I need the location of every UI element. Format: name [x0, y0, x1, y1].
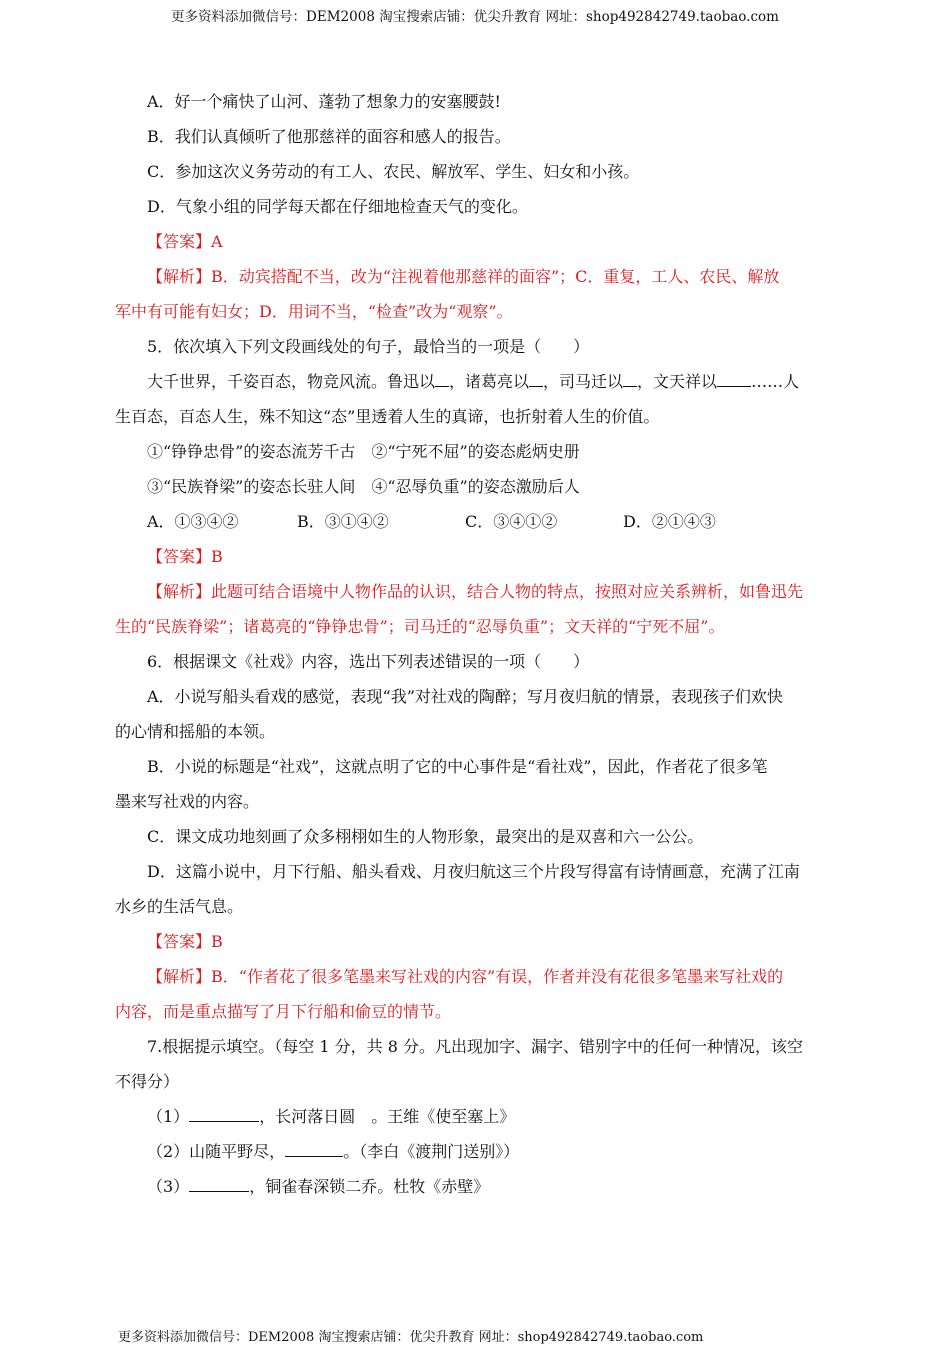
- q7-item-3-prefix: （3）: [147, 1177, 190, 1196]
- q4-answer: 【答案】A: [147, 232, 223, 251]
- q5-sentences-1: ①“铮铮忠骨”的姿态流芳千古 ②“宁死不屈”的姿态彪炳史册: [147, 442, 580, 461]
- q7-item-2-prefix: （2）山随平野尽，: [147, 1142, 286, 1161]
- q5-passage-seg-5: ……人: [751, 372, 800, 391]
- q6-option-d-line-2: 水乡的生活气息。: [115, 897, 244, 916]
- q5-passage-line-2: 生百态，百态人生，殊不知这“态”里透着人生的真谛，也折射着人生的价值。: [115, 407, 660, 426]
- q7-item-2: [115, 1134, 835, 1169]
- q4-option-a: A．好一个痛快了山河、蓬勃了想象力的安塞腰鼓!: [147, 92, 501, 111]
- document-body: [115, 84, 835, 1204]
- q5-analysis-line-2: 生的“民族脊梁”；诸葛亮的“铮铮忠骨”；司马迁的“忍辱负重”；文天祥的“宁死不屈”。: [115, 617, 725, 636]
- q7-stem-line-1: 7.根据提示填空。（每空 1 分，共 8 分。凡出现加字、漏字、错别字中的任何一种情况，该空: [147, 1037, 803, 1056]
- q5-option-c: C．③④①②: [465, 512, 558, 531]
- q4-option-b: B．我们认真倾听了他那慈祥的面容和感人的报告。: [147, 127, 511, 146]
- q4-analysis-line-2: 军中有可能有妇女；D．用词不当，“检查”改为“观察”。: [115, 302, 513, 321]
- q7-item-2-text: 。（李白《渡荆门送别》）: [343, 1142, 520, 1161]
- q7-blank-2: [285, 1138, 343, 1157]
- q5-passage-seg-3: ，司马迁以: [543, 372, 624, 391]
- blank-2: [529, 368, 543, 387]
- q5-passage-line-1: [115, 364, 835, 399]
- q6-analysis-line-2: 内容，而是重点描写了月下行船和偷豆的情节。: [115, 1002, 452, 1021]
- q6-stem: 6．根据课文《社戏》内容，选出下列表述错误的一项（ ）: [147, 652, 590, 671]
- q6-option-b-line-2: 墨来写社戏的内容。: [115, 792, 260, 811]
- q7-stem-line-2: 不得分）: [115, 1072, 180, 1091]
- q5-options: [115, 504, 835, 539]
- q7-blank-3: [189, 1173, 249, 1192]
- q5-passage-seg-4: ，文天祥以: [637, 372, 718, 391]
- page-footer: 更多资料添加微信号：DEM2008 淘宝搜索店铺：优尖升教育 网址：shop492842749.taobao.com: [118, 1330, 704, 1345]
- q7-item-1-text: ，长河落日圆 。王维《使至塞上》: [259, 1107, 516, 1126]
- q7-item-1: [115, 1099, 835, 1134]
- q5-passage-seg-2: ，诸葛亮以: [449, 372, 530, 391]
- q4-option-c: C．参加这次义务劳动的有工人、农民、解放军、学生、妇女和小孩。: [147, 162, 640, 181]
- q6-answer: 【答案】B: [147, 932, 223, 951]
- blank-1: [435, 368, 449, 387]
- q5-answer: 【答案】B: [147, 547, 223, 566]
- q6-option-c: C．课文成功地刻画了众多栩栩如生的人物形象，最突出的是双喜和六一公公。: [147, 827, 704, 846]
- q7-item-3-text: ，铜雀春深锁二乔。杜牧《赤壁》: [249, 1177, 490, 1196]
- q6-option-d-line-1: D．这篇小说中，月下行船、船头看戏、月夜归航这三个片段写得富有诗情画意，充满了江南: [147, 862, 800, 881]
- q7-item-3: [115, 1169, 835, 1204]
- blank-4: [717, 368, 751, 387]
- q5-option-d: D．②①④③: [623, 512, 716, 531]
- page-header: 更多资料添加微信号：DEM2008 淘宝搜索店铺：优尖升教育 网址：shop492842749.taobao.com: [171, 9, 779, 25]
- q5-option-a: A．①③④②: [147, 512, 239, 531]
- q5-option-b: B．③①④②: [297, 512, 389, 531]
- blank-3: [623, 368, 637, 387]
- q5-passage-seg-1: 大千世界，千姿百态，物竞风流。鲁迅以: [147, 372, 436, 391]
- q5-stem: 5．依次填入下列文段画线处的句子，最恰当的一项是（ ）: [147, 337, 590, 356]
- q6-option-a-line-2: 的心情和摇船的本领。: [115, 722, 276, 741]
- q5-analysis-line-1: 【解析】此题可结合语境中人物作品的认识，结合人物的特点，按照对应关系辨析，如鲁迅先: [147, 582, 804, 601]
- q6-analysis-line-1: 【解析】B．“作者花了很多笔墨来写社戏的内容”有误，作者并没有花很多笔墨来写社戏的: [147, 967, 784, 986]
- q4-option-d: D．气象小组的同学每天都在仔细地检查天气的变化。: [147, 197, 528, 216]
- q6-option-b-line-1: B．小说的标题是“社戏”，这就点明了它的中心事件是“看社戏”，因此，作者花了很多笔: [147, 757, 768, 776]
- q4-analysis-line-1: 【解析】B．动宾搭配不当，改为“注视着他那慈祥的面容”；C．重复，工人、农民、解放: [147, 267, 780, 286]
- q5-sentences-2: ③“民族脊梁”的姿态长驻人间 ④“忍辱负重”的姿态激励后人: [147, 477, 580, 496]
- q6-option-a-line-1: A．小说写船头看戏的感觉，表现“我”对社戏的陶醉；写月夜归航的情景，表现孩子们欢快: [147, 687, 783, 706]
- q7-item-1-prefix: （1）: [147, 1107, 190, 1126]
- q7-blank-1: [189, 1103, 259, 1122]
